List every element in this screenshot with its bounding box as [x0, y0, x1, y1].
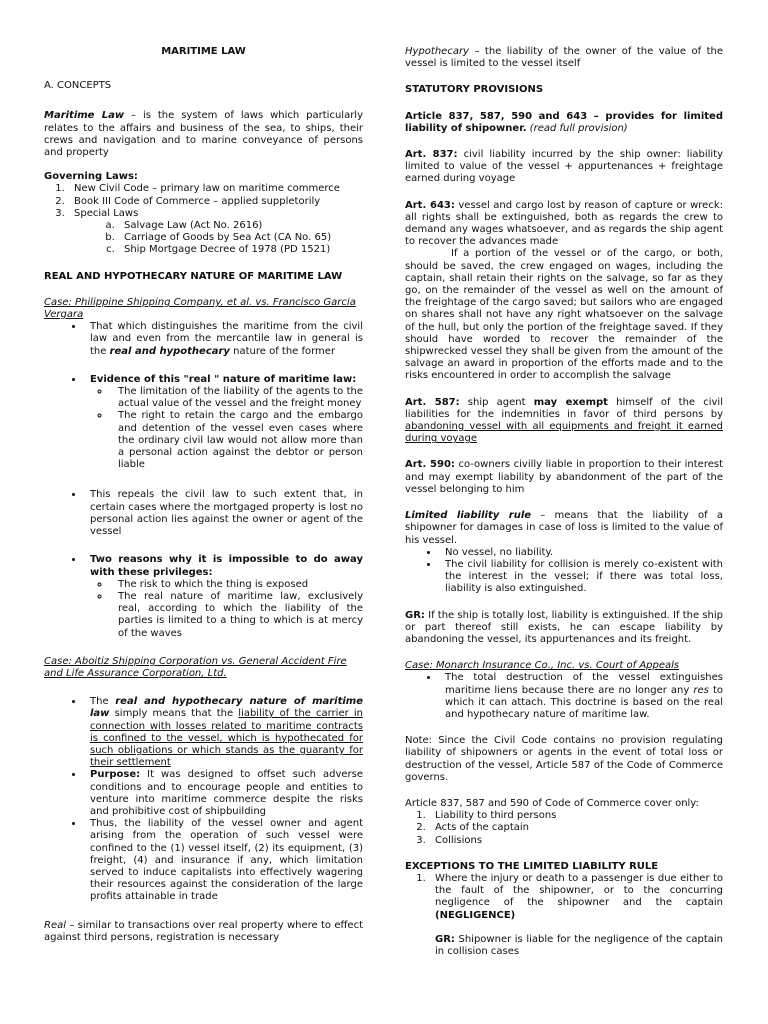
list-item: 3. Collisions	[429, 835, 723, 847]
real-definition: Real – similar to transactions over real property where to effect against third persons, registration is necessary	[44, 919, 363, 943]
list-item: • The real and hypothecary nature of maritime law simply means that the liability of the carrier in connection with losses related to maritime contracts is confined to the vessel, which is hypothecated for such obligations or which stands as the guaranty for their settlement	[84, 696, 363, 769]
list-item: a. Salvage Law (Act No. 2616)	[118, 220, 363, 232]
list-item: • No vessel, no liability.	[439, 547, 723, 559]
note-paragraph: Note: Since the Civil Code contains no provision regulating liability of shipowners or agents in the event of total loss or destruction of the vessel, Article 587 of the Code of Commerce governs.	[405, 735, 723, 783]
list-item: 1. Where the injury or death to a passenger is due either to the fault of the shipowner, or to the concurring negligence of the shipowner and the captain (NEGLIGENCE) GR: Shipowner is liable for the negligence of the captain in collision cases	[429, 873, 723, 958]
list-item: • The total destruction of the vessel extinguishes maritime liens because there are no longer any res to which it can attach. This doctrine is based on the real and hypothecary nature of maritime law.	[439, 672, 723, 721]
page-title: MARITIME LAW	[161, 46, 246, 57]
list-item: • Two reasons why it is impossible to do away with these privileges: ◦ The risk to which the thing is exposed ◦ The real nature of maritime law, exclusively real, according to which the liability of the parties is limited to a thing to which is at mercy of the waves	[84, 554, 363, 639]
list-item: ◦ The right to retain the cargo and the embargo and detention of the vessel even cases where the ordinary civil law would not allow more than a personal action against the debtor or person liable	[110, 410, 363, 471]
list-item: • Thus, the liability of the vessel owner and agent arising from the operation of such vessel were confined to the (1) vessel itself, (2) its equipment, (3) freight, (4) and insurance if any, which limitation served to induce capitalists into effectively wagering their resources against the consideration of the large profits attainable in trade	[84, 818, 363, 903]
gr-paragraph: GR: If the ship is totally lost, liability is extinguished. If the ship or part thereof still exists, he can escape liability by abandoning the vessel, its appurtenances and its freight.	[405, 609, 723, 645]
cover-list	[405, 810, 723, 847]
maritime-law-term: Maritime Law	[44, 110, 125, 122]
exception-gr: GR: Shipowner is liable for the negligence of the captain in collision cases	[435, 933, 723, 957]
art-587: Art. 587: ship agent may exempt himself of the civil liabilities for the indemnities in favor of third persons by abandoning vessel with all equipments and freight it earned during voyage	[405, 396, 723, 445]
articles-heading: Article 837, 587, 590 and 643 – provides for limited liability of shipowner. (read full provision)	[405, 110, 723, 134]
right-column	[405, 46, 723, 958]
art-643: Art. 643: vessel and cargo lost by reason of capture or wreck: all rights shall be extinguished, both as regards the crew to demand any wages whatsoever, and as regards the ship agent to recover the advances made	[405, 199, 723, 248]
list-item: • Evidence of this "real " nature of maritime law: ◦ The limitation of the liability of the agents to the actual value of the vessel and the freight money ◦ The right to retain the cargo and the embargo and detention of the vessel even cases where the ordinary civil law would not allow more than a personal action against the debtor or person liable	[84, 374, 363, 472]
two-reasons-list	[90, 579, 363, 640]
limited-liability-rule: Limited liability rule – means that the liability of a shipowner for damages in case of loss is limited to the value of his vessel.	[405, 510, 723, 546]
list-item: ◦ The real nature of maritime law, exclusively real, according to which the liability of the parties is limited to a thing to which is at mercy of the waves	[110, 591, 363, 640]
evidence-list	[90, 386, 363, 471]
case-title: Case: Monarch Insurance Co., Inc. vs. Court of Appeals	[405, 660, 680, 672]
case-title: Case: Philippine Shipping Company, et al. vs. Francisco Garcia Vergara	[44, 296, 356, 321]
art-590: Art. 590: co-owners civilly liable in proportion to their interest and may exempt liability by abandonment of the part of the vessel belonging to him	[405, 459, 723, 495]
list-item: 1. New Civil Code – primary law on maritime commerce	[68, 183, 363, 195]
list-item: • The civil liability for collision is merely co-existent with the interest in the vessel; if there was total loss, liability is also extinguished.	[439, 559, 723, 596]
exceptions-heading: EXCEPTIONS TO THE LIMITED LIABILITY RULE	[405, 860, 659, 872]
maritime-law-definition: Maritime Law – is the system of laws which particularly relates to the affairs and business of the sea, to ships, their crews and navigation and to marine conveyance of persons and property	[44, 110, 364, 159]
case1-bullets	[44, 321, 363, 639]
list-item: 2. Book III Code of Commerce – applied suppletorily	[68, 196, 363, 208]
case-title: Case: Aboitiz Shipping Corporation vs. General Accident Fire and Life Assurance Corporation, Ltd.	[44, 655, 347, 679]
art-837: Art. 837: civil liability incurred by the ship owner: liability limited to value of the vessel + appurtenances + freightage earned during voyage	[405, 149, 723, 185]
list-item: c. Ship Mortgage Decree of 1978 (PD 1521)	[118, 244, 363, 256]
left-column	[44, 46, 363, 944]
art-643-paragraph-2: If a portion of the vessel or of the cargo, or both, should be saved, the crew engaged on wages, including the captain, shall retain their rights on the salvage, so far as they go, on the remainder of the vessel as well on the amount of the freightage of the cargo saved; but sailors who are engaged on shares shall not have any right whatsoever on the salvage of the hull, but only the portion of the freightage saved. If they should have worded to recover the remainder of the shipwrecked vessel they shall be given from the amount of the salvage an award in proportion of the efforts made and to the risks encountered in order to accomplish the salvage	[405, 248, 723, 382]
list-item: 1. Liability to third persons	[429, 810, 723, 822]
cover-heading: Article 837, 587 and 590 of Code of Commerce cover only:	[405, 797, 699, 809]
exceptions-list	[405, 873, 723, 958]
list-item: • That which distinguishes the maritime from the civil law and even from the mercantile law in general is the real and hypothecary nature of the former	[84, 321, 363, 358]
list-item: • Purpose: It was designed to offset such adverse conditions and to encourage people and entities to venture into maritime commerce despite the risks and prohibitive cost of shipbuilding	[84, 769, 363, 818]
section-heading-real-hypothecary: REAL AND HYPOTHECARY NATURE OF MARITIME LAW	[44, 270, 343, 282]
case2-bullets	[44, 696, 363, 903]
list-item: b. Carriage of Goods by Sea Act (CA No. 65)	[118, 232, 363, 244]
list-item: ◦ The risk to which the thing is exposed	[110, 579, 363, 591]
case3-bullets	[405, 672, 723, 721]
hypothecary-definition: Hypothecary – the liability of the owner of the value of the vessel is limited to the vessel itself	[405, 46, 723, 70]
list-item: 3. Special Laws a. Salvage Law (Act No. 2616) b. Carriage of Goods by Sea Act (CA No. 65) c. Ship Mortgage Decree of 1978 (PD 1521)	[68, 208, 363, 257]
list-item: ◦ The limitation of the liability of the agents to the actual value of the vessel and the freight money	[110, 386, 363, 410]
statutory-heading: STATUTORY PROVISIONS	[405, 84, 544, 96]
concepts-heading: A. CONCEPTS	[44, 80, 112, 92]
governing-laws-heading: Governing Laws:	[44, 171, 138, 183]
governing-laws-list	[44, 183, 363, 256]
list-item: • This repeals the civil law to such extent that, in certain cases where the mortgaged property is lost no personal action lies against the owner or agent of the vessel	[84, 489, 363, 538]
special-laws-list	[94, 220, 363, 257]
list-item: 2. Acts of the captain	[429, 822, 723, 834]
llr-list	[405, 547, 723, 596]
